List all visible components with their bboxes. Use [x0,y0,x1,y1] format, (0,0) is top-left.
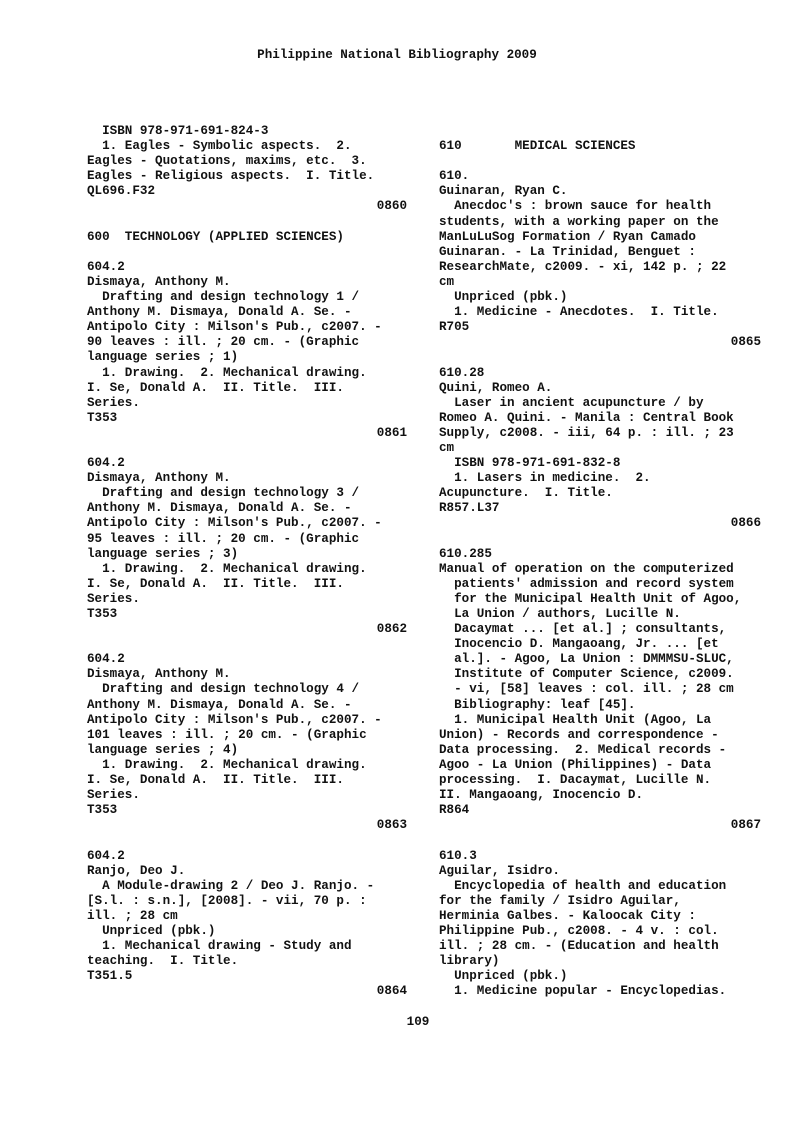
text-line: language series ; 4) [87,742,239,757]
blank-line [439,154,761,169]
text-line: Institute of Computer Science, c2009. [439,667,734,682]
text-line: Anthony M. Dismaya, Donald A. Se. - [87,501,352,516]
text-line: A Module-drawing 2 / Deo J. Ranjo. - [87,878,375,893]
text-line: T351.5 [87,969,133,984]
text-line: Agoo - La Union (Philippines) - Data [439,757,712,772]
text-line: Inocencio D. Mangaoang, Jr. ... [et [439,637,719,652]
text-line: 90 leaves : ill. ; 20 cm. - (Graphic [87,335,360,350]
text-line: Eagles - Quotations, maxims, etc. 3. [87,154,367,169]
text-line: Antipolo City : Milson's Pub., c2007. - [87,516,382,531]
text-line: Unpriced (pbk.) [87,923,216,938]
text-line: Philippine Pub., c2008. - 4 v. : col. [439,923,719,938]
left-column [87,124,407,999]
text-line: Series. [87,395,140,410]
text-line: Drafting and design technology 3 / [87,486,360,501]
text-line: ill. ; 28 cm. - (Education and health [439,939,719,954]
text-line: ISBN 978-971-691-832-8 [439,456,621,471]
text-line: Encyclopedia of health and education [439,878,727,893]
text-line: Eagles - Religious aspects. I. Title. [87,169,375,184]
text-line: Manual of operation on the computerized [439,561,734,576]
text-line: Romeo A. Quini. - Manila : Central Book [439,410,734,425]
text-line: ManLuLuSog Formation / Ryan Camado [439,229,696,244]
text-line: Anecdoc's : brown sauce for health [439,199,712,214]
text-line: Dacaymat ... [et al.] ; consultants, [439,622,727,637]
text-line: Bibliography: leaf [45]. [439,697,636,712]
entry-number: 0864 [376,984,407,999]
blank-line [87,215,407,230]
text-line: 1. Lasers in medicine. 2. [439,471,651,486]
text-line: R705 [439,320,470,335]
page-number: 109 [406,1015,430,1029]
text-line: Drafting and design technology 1 / [87,290,360,305]
text-line: 1. Mechanical drawing - Study and [87,939,352,954]
text-line: [S.l. : s.n.], [2008]. - vii, 70 p. : [87,893,367,908]
text-line: teaching. I. Title. [87,954,239,969]
text-line: Union) - Records and correspondence - [439,727,719,742]
entry-number: 0860 [376,199,407,214]
text-line: 610.28 [439,365,485,380]
text-line: 1. Eagles - Symbolic aspects. 2. [87,139,352,154]
text-line: II. Mangaoang, Inocencio D. [439,788,644,803]
page-header: Philippine National Bibliography 2009 [257,48,537,62]
text-line: cm [439,274,455,289]
text-line: T353 [87,607,118,621]
text-line: library) [439,954,500,969]
blank-line [439,124,761,139]
text-line: ResearchMate, c2009. - xi, 142 p. ; 22 [439,259,727,274]
text-line: for the Municipal Health Unit of Agoo, [439,591,742,606]
text-line: Guinaran, Ryan C. [439,184,568,199]
text-line: I. Se, Donald A. II. Title. III. [87,773,344,788]
entry-number: 0861 [376,425,407,440]
text-line: 600 TECHNOLOGY (APPLIED SCIENCES) [87,229,344,244]
text-line: La Union / authors, Lucille N. [439,607,681,621]
text-line: Drafting and design technology 4 / [87,682,360,697]
blank-line [439,350,761,365]
text-line: Laser in ancient acupuncture / by [439,395,704,410]
text-line: 610.285 [439,546,492,561]
text-line: - vi, [58] leaves : col. ill. ; 28 cm [439,682,734,697]
text-line: T353 [87,410,118,425]
entry-number: 0862 [376,622,407,637]
entry-number: 0863 [376,818,407,833]
text-line: 1. Medicine - Anecdotes. I. Title. [439,305,719,320]
text-line: ISBN 978-971-691-824-3 [87,124,269,138]
text-line: Guinaran. - La Trinidad, Benguet : [439,244,696,259]
text-line: Anthony M. Dismaya, Donald A. Se. - [87,697,352,712]
text-line: 1. Drawing. 2. Mechanical drawing. [87,561,367,576]
text-line: QL696.F32 [87,184,156,199]
text-line: Series. [87,591,140,606]
text-line: 604.2 [87,848,125,863]
blank-line [87,637,407,652]
text-line: students, with a working paper on the [439,214,719,229]
text-line: I. Se, Donald A. II. Title. III. [87,576,344,591]
text-line: Herminia Galbes. - Kaloocak City : [439,908,696,923]
text-line: Supply, c2008. - iii, 64 p. : ill. ; 23 [439,425,734,440]
text-line: Dismaya, Anthony M. [87,667,231,682]
text-line: I. Se, Donald A. II. Title. III. [87,380,344,395]
text-line: al.]. - Agoo, La Union : DMMMSU-SLUC, [439,652,734,667]
blank-line [439,833,761,848]
entry-number: 0866 [730,516,761,531]
text-line: Dismaya, Anthony M. [87,471,231,486]
entry-number: 0865 [730,335,761,350]
blank-line [439,532,761,547]
text-line: 1. Drawing. 2. Mechanical drawing. [87,757,367,772]
text-line: 1. Drawing. 2. Mechanical drawing. [87,365,367,380]
text-line: 610. [439,169,470,184]
text-line: cm [439,440,455,455]
text-line: processing. I. Dacaymat, Lucille N. [439,773,712,788]
blank-line [87,833,407,848]
text-line: Aguilar, Isidro. [439,863,560,878]
text-line: Acupuncture. I. Title. [439,486,613,501]
text-line: Quini, Romeo A. [439,380,553,395]
text-line: Ranjo, Deo J. [87,863,186,878]
text-line: 1. Medicine popular - Encyclopedias. [439,984,727,999]
text-line: 604.2 [87,652,125,667]
text-line: Series. [87,788,140,803]
text-line: language series ; 1) [87,350,239,365]
text-line: T353 [87,803,118,818]
text-line: Anthony M. Dismaya, Donald A. Se. - [87,305,352,320]
text-line: Data processing. 2. Medical records - [439,742,727,757]
blank-line [87,441,407,456]
text-line: 610.3 [439,848,477,863]
text-line: R864 [439,803,470,818]
text-line: 604.2 [87,259,125,274]
text-line: Antipolo City : Milson's Pub., c2007. - [87,712,382,727]
blank-line [87,245,407,260]
text-line: Dismaya, Anthony M. [87,274,231,289]
text-line: language series ; 3) [87,546,239,561]
text-line: Unpriced (pbk.) [439,969,568,984]
text-line: for the family / Isidro Aguilar, [439,893,681,908]
text-line: 610 MEDICAL SCIENCES [439,139,636,154]
text-line: 101 leaves : ill. ; 20 cm. - (Graphic [87,727,367,742]
text-line: patients' admission and record system [439,576,734,591]
text-line: 604.2 [87,456,125,471]
text-line: R857.L37 [439,501,500,516]
text-line: Unpriced (pbk.) [439,290,568,305]
entry-number: 0867 [730,818,761,833]
right-column [439,124,761,999]
text-line: ill. ; 28 cm [87,908,178,923]
text-line: 95 leaves : ill. ; 20 cm. - (Graphic [87,531,360,546]
text-line: Antipolo City : Milson's Pub., c2007. - [87,320,382,335]
text-line: 1. Municipal Health Unit (Agoo, La [439,712,712,727]
